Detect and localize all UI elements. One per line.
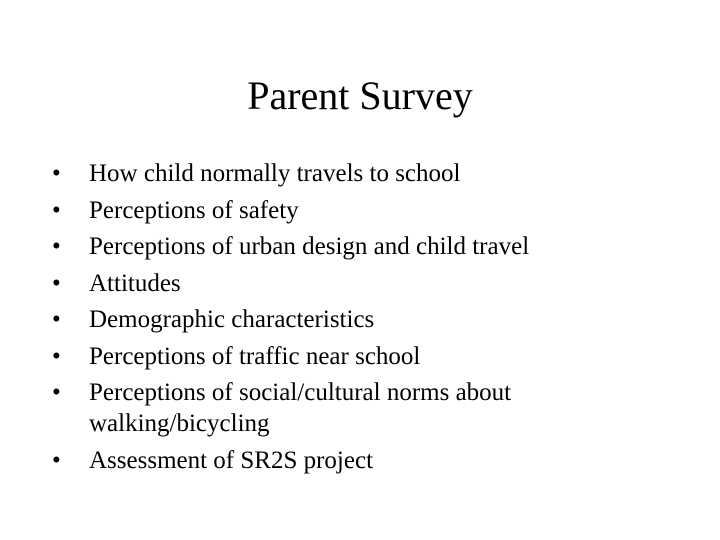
bullet-icon: • <box>52 306 61 333</box>
bullet-icon: • <box>52 446 61 474</box>
list-item <box>52 158 692 189</box>
list-item <box>52 268 692 299</box>
bullet-icon: • <box>52 160 61 187</box>
bullet-text: Assessment of SR2S project <box>89 446 374 474</box>
bullet-text: Attitudes <box>89 269 181 297</box>
list-item <box>52 341 692 372</box>
list-item <box>52 231 692 262</box>
list-item <box>52 377 692 439</box>
bullet-text: Perceptions of urban design and child travel <box>89 233 530 260</box>
bullet-icon: • <box>52 196 61 224</box>
bullet-text: Perceptions of traffic near school <box>89 342 421 370</box>
bullet-list <box>52 158 692 481</box>
bullet-text: How child normally travels to school <box>89 160 461 187</box>
slide-title: Parent Survey <box>247 73 473 118</box>
bullet-icon: • <box>52 379 61 406</box>
list-item <box>52 445 692 476</box>
bullet-text: Demographic characteristics <box>89 306 375 333</box>
bullet-text: Perceptions of social/cultural norms about walking/bicycling <box>89 379 512 437</box>
list-item <box>52 195 692 226</box>
list-item <box>52 304 692 335</box>
bullet-text: Perceptions of safety <box>89 196 299 224</box>
bullet-icon: • <box>52 342 61 370</box>
bullet-icon: • <box>52 269 61 297</box>
bullet-icon: • <box>52 233 61 260</box>
